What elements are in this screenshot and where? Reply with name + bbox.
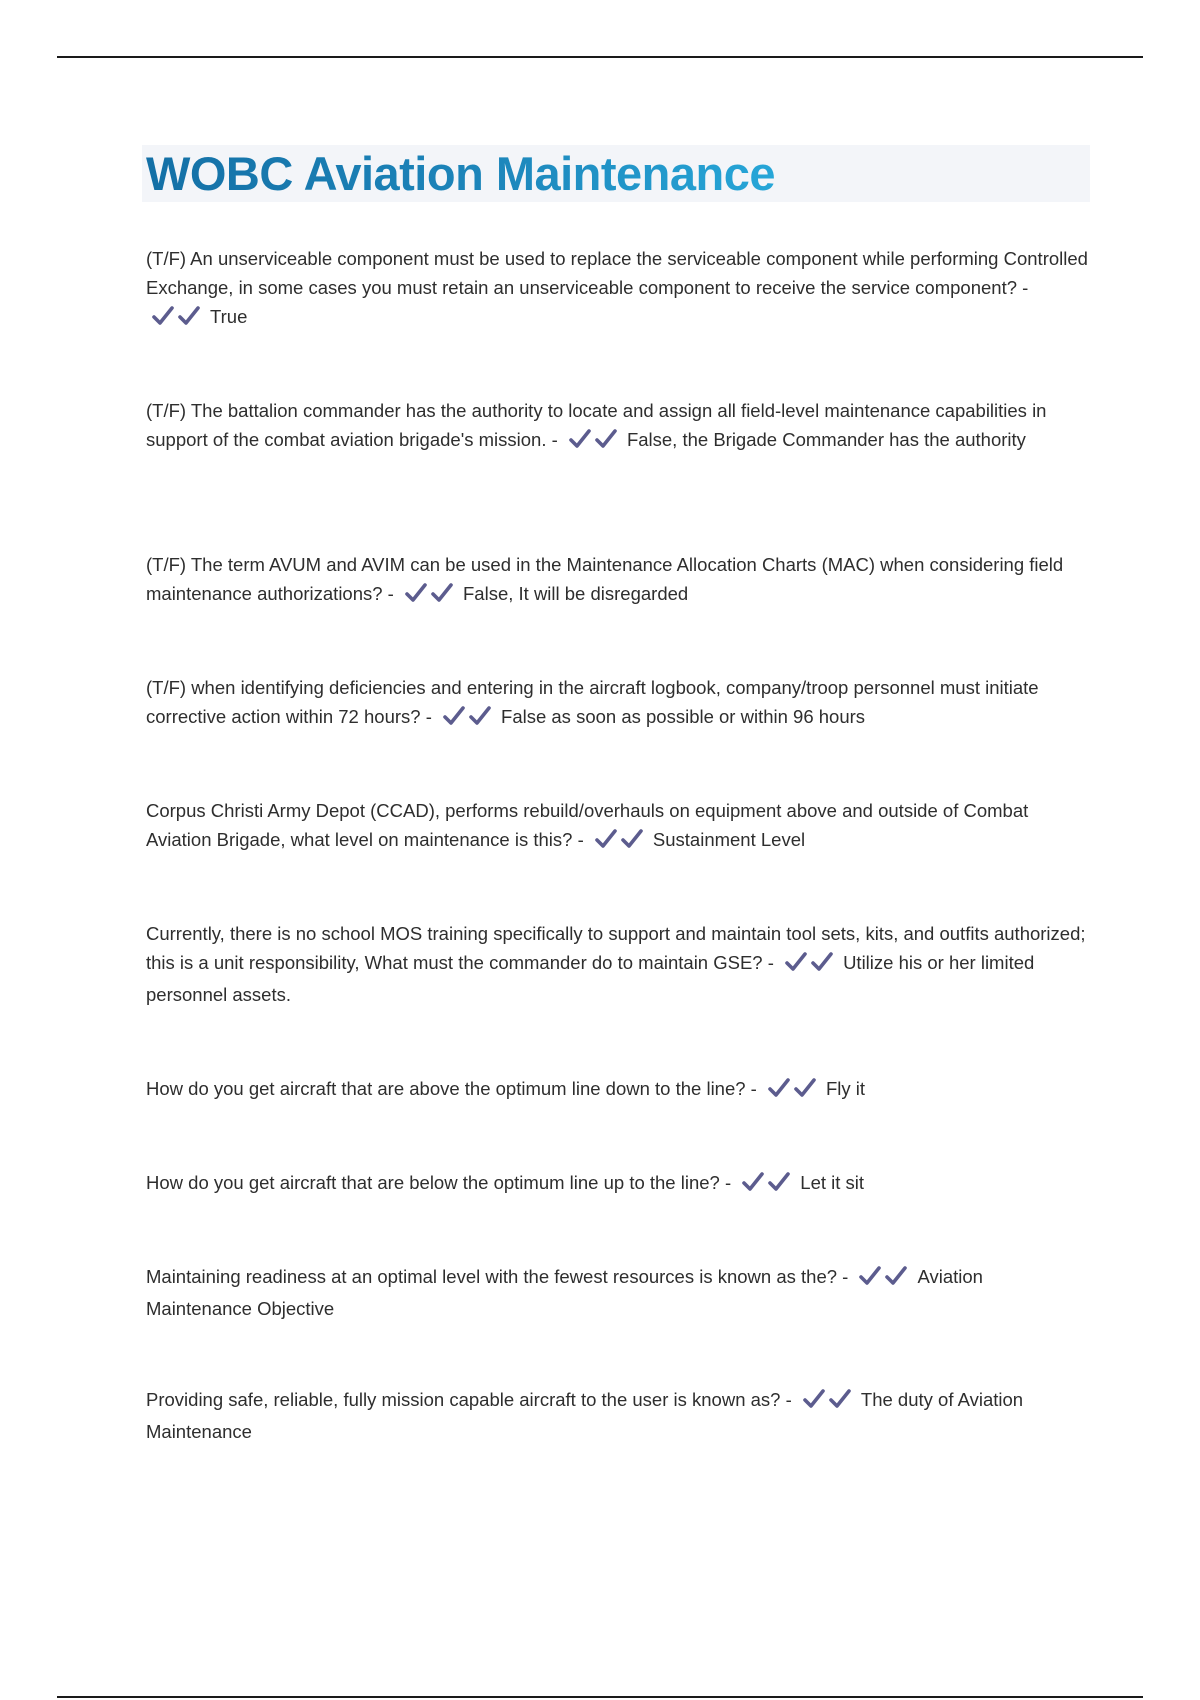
double-check-icon (405, 582, 457, 611)
answer-text: False as soon as possible or within 96 hours (501, 706, 866, 727)
separator: - (780, 1389, 797, 1410)
answer-text: False, It will be disregarded (463, 583, 689, 604)
answer-text: Fly it (826, 1078, 866, 1099)
question-text: Providing safe, reliable, fully mission capable aircraft to the user is known as? (146, 1389, 781, 1410)
separator: - (719, 1172, 737, 1193)
question-text: Corpus Christi Army Depot (CCAD), performs rebuild/overhauls on equipment above and outside of Combat Aviation Brigade, what level on maintenance is this? (146, 800, 1029, 850)
separator: - (1017, 277, 1029, 298)
answer-text: Utilize his or her limited personnel assets. (146, 952, 1035, 1005)
qa-item (146, 1074, 1091, 1106)
qa-item (146, 919, 1091, 1009)
double-check-icon (768, 1077, 820, 1106)
check-icon (785, 952, 807, 972)
check-icon (811, 952, 833, 972)
answer-text: Sustainment Level (652, 829, 806, 850)
separator: - (837, 1266, 854, 1287)
separator: - (382, 583, 399, 604)
page-title: WOBC Aviation Maintenance (146, 147, 776, 200)
check-icon (621, 829, 643, 849)
check-icon (803, 1389, 825, 1409)
separator: - (420, 706, 438, 727)
question-text: (T/F) when identifying deficiencies and entering in the aircraft logbook, company/troop personnel must initiate corrective action within 72 hours? (146, 677, 1039, 727)
qa-item (146, 796, 1091, 857)
question-text: Currently, there is no school MOS training specifically to support and maintain tool sets, kits, and outfits authorized; this is a unit responsibility, What must the commander do to maintain GSE? (146, 923, 1086, 973)
double-check-icon (859, 1265, 911, 1294)
bottom-rule (57, 1696, 1143, 1698)
check-icon (405, 583, 427, 603)
qa-item (146, 550, 1091, 611)
qa-item (146, 673, 1091, 734)
question-text: (T/F) The term AVUM and AVIM can be used in the Maintenance Allocation Charts (MAC) when considering field maintenance authorizations? (146, 554, 1064, 604)
top-rule (57, 56, 1143, 58)
check-icon (885, 1266, 907, 1286)
separator: - (762, 952, 780, 973)
answer-text: False, the Brigade Commander has the authority (626, 429, 1026, 450)
qa-item (146, 396, 1091, 457)
double-check-icon (152, 305, 204, 334)
question-text: How do you get aircraft that are above the optimum line down to the line? (146, 1078, 746, 1099)
check-icon (595, 829, 617, 849)
question-text: (T/F) An unserviceable component must be used to replace the serviceable component while performing Controlled Exchange, in some cases you must retain an unserviceable component to receive the service component? (146, 248, 1088, 298)
separator: - (745, 1078, 762, 1099)
question-text: Maintaining readiness at an optimal level with the fewest resources is known as the? (146, 1266, 838, 1287)
check-icon (794, 1078, 816, 1098)
double-check-icon (443, 705, 495, 734)
qa-item (146, 244, 1091, 334)
check-icon (569, 429, 591, 449)
check-icon (431, 583, 453, 603)
double-check-icon (785, 951, 837, 980)
double-check-icon (803, 1388, 855, 1417)
qa-item (146, 1168, 1091, 1200)
question-text: How do you get aircraft that are below the optimum line up to the line? (146, 1172, 720, 1193)
check-icon (768, 1078, 790, 1098)
qa-item (146, 1385, 1091, 1446)
check-icon (443, 706, 465, 726)
check-icon (829, 1389, 851, 1409)
check-icon (859, 1266, 881, 1286)
question-text: (T/F) The battalion commander has the authority to locate and assign all field-level maintenance capabilities in support of the combat aviation brigade's mission. (146, 400, 1047, 450)
separator: - (572, 829, 589, 850)
double-check-icon (742, 1171, 794, 1200)
check-icon (742, 1172, 764, 1192)
check-icon (469, 706, 491, 726)
double-check-icon (595, 828, 647, 857)
double-check-icon (569, 428, 621, 457)
answer-text: The duty of Aviation Maintenance (146, 1389, 1024, 1442)
answer-text: Aviation Maintenance Objective (146, 1266, 983, 1319)
answer-text: Let it sit (800, 1172, 865, 1193)
separator: - (546, 429, 563, 450)
check-icon (768, 1172, 790, 1192)
check-icon (152, 306, 174, 326)
check-icon (595, 429, 617, 449)
qa-item (146, 1262, 1091, 1323)
answer-text: True (210, 306, 248, 327)
check-icon (178, 306, 200, 326)
